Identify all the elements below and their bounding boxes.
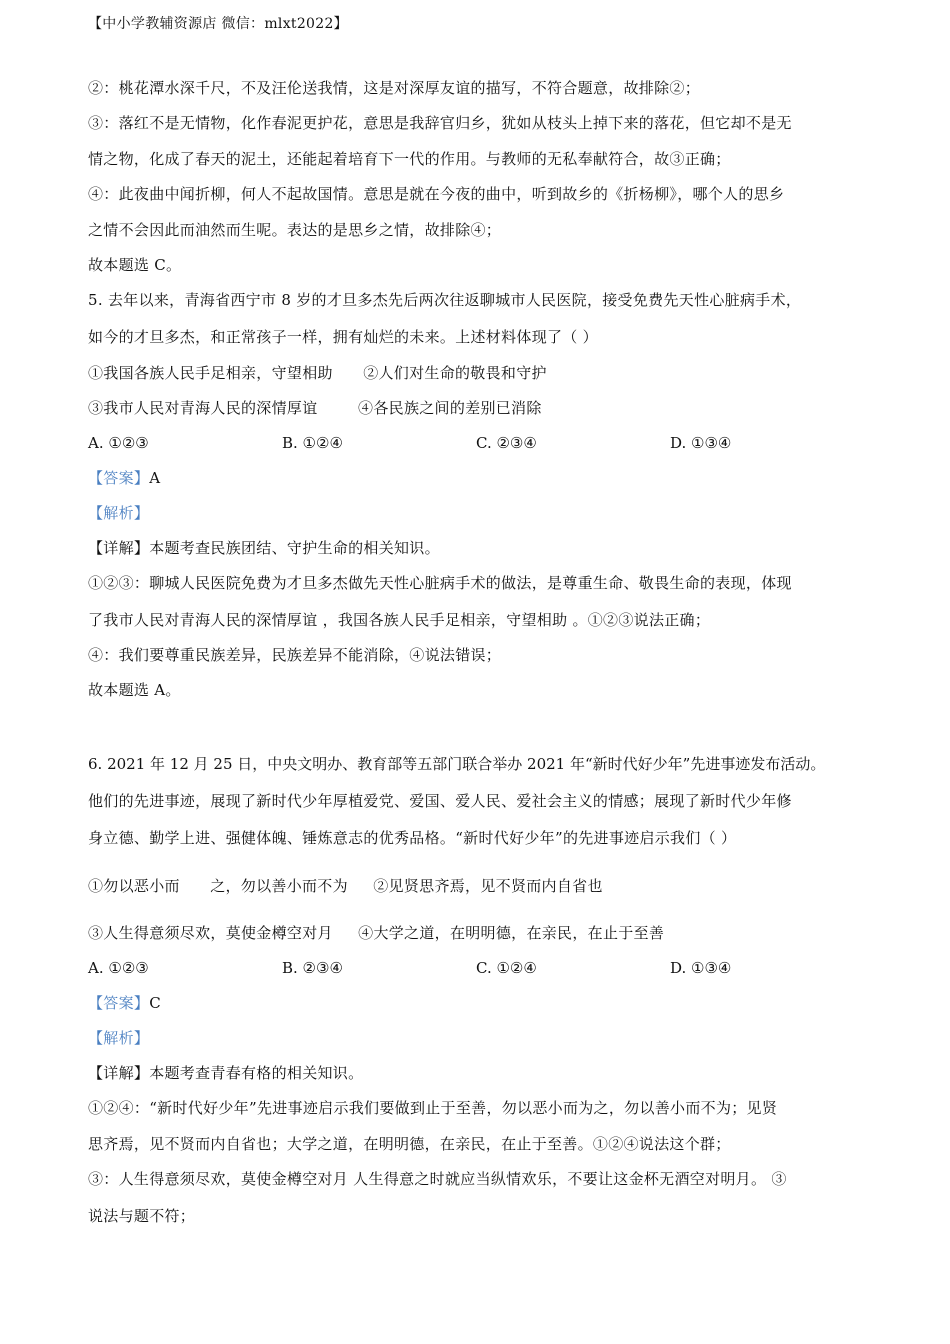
q5-detail-line: 了我市人民对青海人民的深情厚谊 ，我国各族人民手足相亲，守望相助 。①②③说法正确； [88, 611, 711, 629]
q6-stem: 6. 2021 年 12 月 25 日，中央文明办、教育部等五部门联合举办 2021 年“新时代好少年”先进事迹发布活动。 [88, 755, 826, 773]
q5-statements: ③我市人民对青海人民的深情厚谊 ④各民族之间的差别已消除 [88, 399, 542, 417]
q5-answer [88, 468, 160, 488]
q6-option-a: A. ①②③ [88, 959, 149, 977]
q4-analysis-line: 情之物，化成了春天的泥土，还能起着培育下一代的作用。与教师的无私奉献符合，故③正确； [88, 150, 731, 168]
q5-conclusion: 故本题选 A。 [88, 681, 181, 699]
q4-analysis-line: ④：此夜曲中闻折柳，何人不起故国情。意思是就在今夜的曲中，听到故乡的《折杨柳》，哪个人的思乡 [88, 185, 785, 203]
q6-answer [88, 993, 161, 1013]
detail-first: 本题考查青春有格的相关知识。 [149, 1064, 364, 1082]
answer-value: C [149, 994, 161, 1012]
q4-analysis-line: 之情不会因此而油然而生呢。表达的是思乡之情，故排除④； [88, 221, 502, 239]
answer-value: A [149, 469, 161, 487]
page-header: 【中小学教辅资源店 微信：mlxt2022】 [88, 16, 348, 32]
q4-conclusion: 故本题选 C。 [88, 256, 182, 274]
q4-analysis-line: ②：桃花潭水深千尺，不及汪伦送我情，这是对深厚友谊的描写，不符合题意，故排除②； [88, 79, 701, 97]
q6-statements: ③人生得意须尽欢，莫使金樽空对月 ④大学之道，在明明德，在亲民，在止于至善 [88, 924, 665, 942]
q6-detail-line: 说法与题不符； [88, 1207, 196, 1225]
q6-stem: 身立德、勤学上进、强健体魄、锤炼意志的优秀品格。“新时代好少年”的先进事迹启示我们（ ） [88, 829, 737, 847]
q6-detail-line: ①②④：“新时代好少年”先进事迹启示我们要做到止于至善，勿以恶小而为之，勿以善小而不为；见贤 [88, 1099, 778, 1117]
detail-label: 【详解】 [88, 539, 150, 557]
q6-statements: ①勿以恶小而 之，勿以善小而不为 ②见贤思齐焉，见不贤而内自省也 [88, 877, 603, 895]
detail-first: 本题考查民族团结、守护生命的相关知识。 [149, 539, 440, 557]
answer-label: 【答案】 [88, 469, 150, 487]
q5-detail-line: ①②③：聊城人民医院免费为才旦多杰做先天性心脏病手术的做法，是尊重生命、敬畏生命的表现，体现 [88, 574, 792, 592]
q5-detail-line: ④：我们要尊重民族差异，民族差异不能消除，④说法错误； [88, 646, 502, 664]
q6-stem: 他们的先进事迹，展现了新时代少年厚植爱党、爱国、爱人民、爱社会主义的情感；展现了新时代少年修 [88, 792, 792, 810]
q5-stem: 5. 去年以来，青海省西宁市 8 岁的才旦多杰先后两次往返聊城市人民医院，接受免费先天性心脏病手术， [88, 291, 802, 309]
q6-option-c: C. ①②④ [476, 959, 537, 977]
q6-detail-line: 思齐焉，见不贤而内自省也；大学之道，在明明德，在亲民，在止于至善。①②④说法这个群； [88, 1135, 731, 1153]
q5-statements: ①我国各族人民手足相亲，守望相助 ②人们对生命的敬畏和守护 [88, 364, 547, 382]
q6-detail-head [88, 1063, 363, 1083]
answer-label: 【答案】 [88, 994, 150, 1012]
q6-option-d: D. ①③④ [670, 959, 732, 977]
q5-option-d: D. ①③④ [670, 434, 732, 452]
q5-option-a: A. ①②③ [88, 434, 149, 452]
q6-analysis-label: 【解析】 [88, 1029, 150, 1047]
q6-option-b: B. ②③④ [282, 959, 343, 977]
q5-analysis-label: 【解析】 [88, 504, 150, 522]
q5-option-c: C. ②③④ [476, 434, 537, 452]
q6-detail-line: ③：人生得意须尽欢，莫使金樽空对月 人生得意之时就应当纵情欢乐，不要让这金杯无酒空对明月。 ③ [88, 1170, 787, 1188]
detail-label: 【详解】 [88, 1064, 150, 1082]
q5-option-b: B. ①②④ [282, 434, 343, 452]
q5-stem: 如今的才旦多杰，和正常孩子一样，拥有灿烂的未来。上述材料体现了（ ） [88, 328, 598, 346]
q5-detail-head [88, 538, 440, 558]
q4-analysis-line: ③：落红不是无情物，化作春泥更护花，意思是我辞官归乡，犹如从枝头上掉下来的落花，但它却不是无 [88, 114, 792, 132]
